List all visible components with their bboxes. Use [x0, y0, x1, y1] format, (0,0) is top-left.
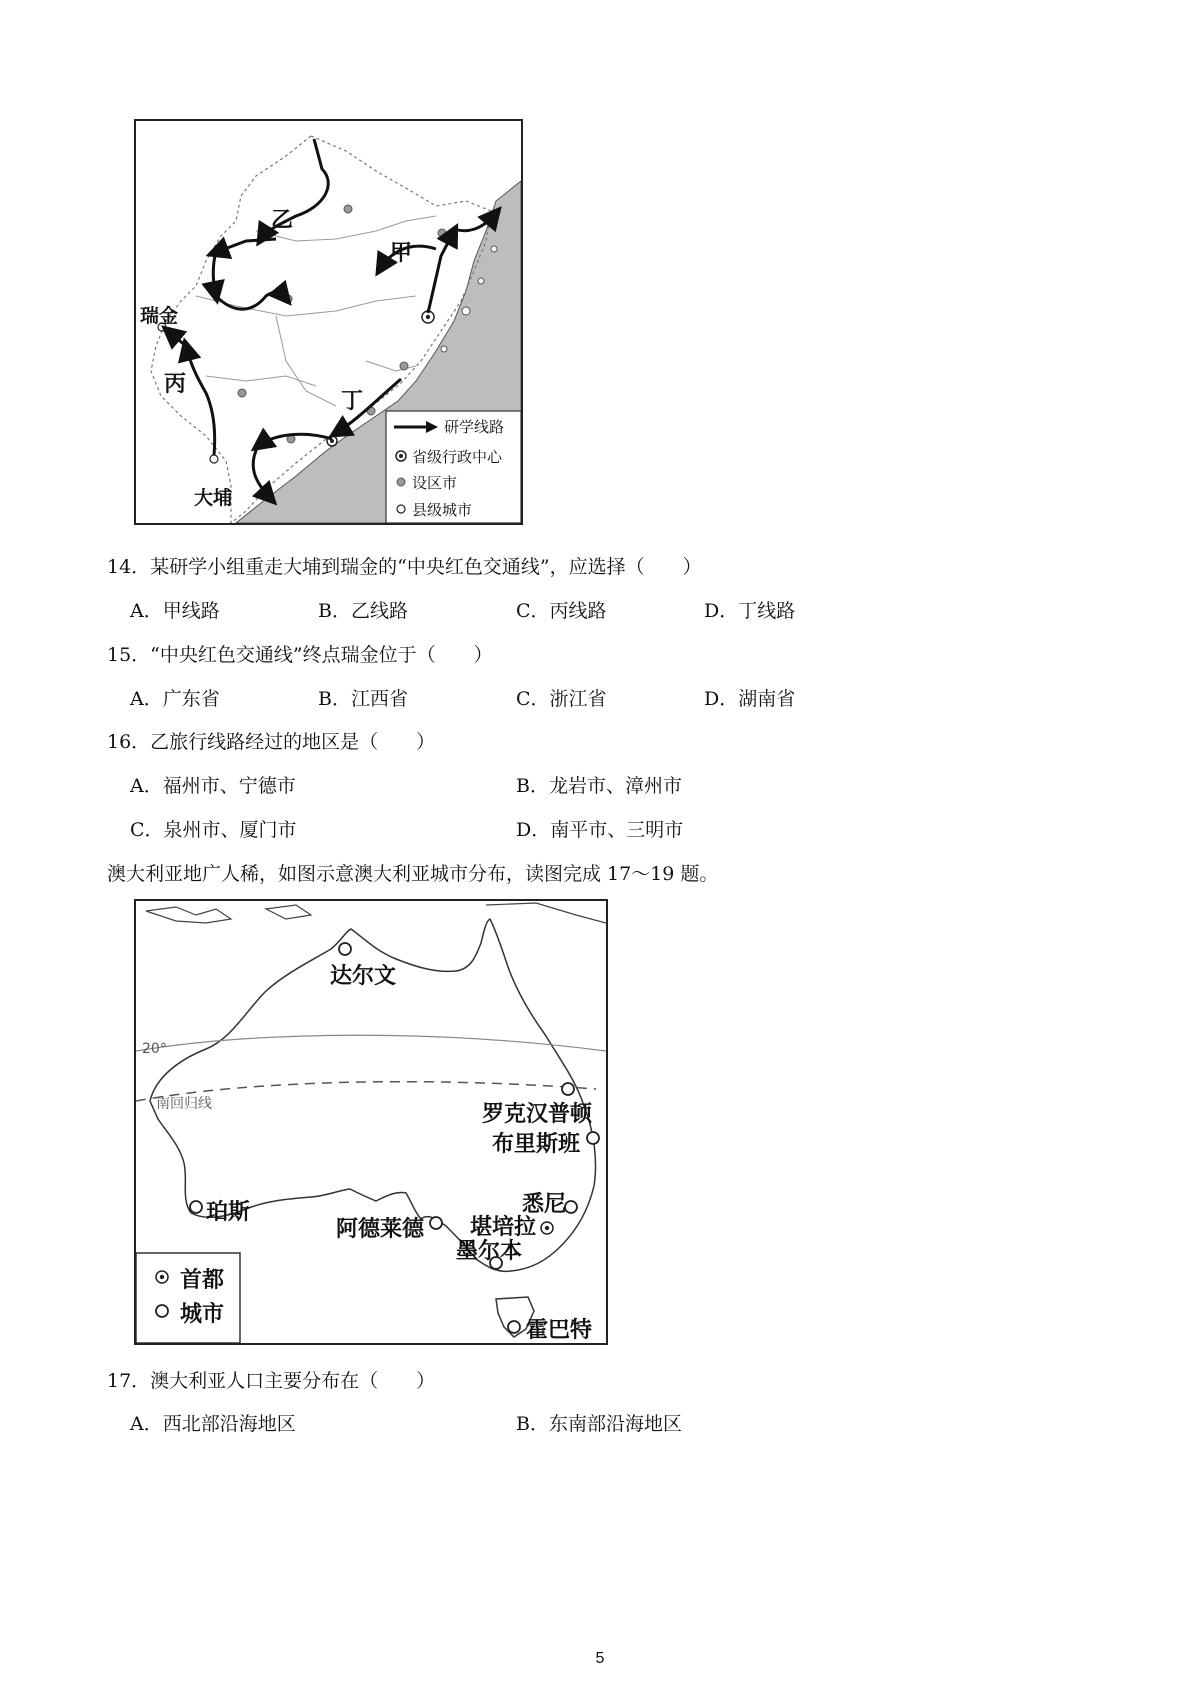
legend-capital: 首都: [180, 1268, 225, 1293]
legend-prefecture-city: 设区市: [412, 474, 458, 492]
question-14-option-b: B．乙线路: [318, 600, 408, 622]
page-number: 5: [595, 1650, 605, 1667]
city-label-hobart: 霍巴特: [526, 1318, 593, 1343]
australia-city-map: [134, 899, 608, 1345]
city-label-darwin: 达尔文: [330, 964, 397, 989]
question-14-option-d: D．丁线路: [704, 600, 796, 622]
question-14-option-c: C．丙线路: [516, 600, 607, 622]
city-label-sydney: 悉尼: [522, 1192, 567, 1217]
city-label-brisbane: 布里斯班: [492, 1132, 581, 1157]
legend-provincial-center: 省级行政中心: [412, 448, 503, 466]
city-label-dabu: 大埔: [194, 487, 233, 509]
legend-route: 研学线路: [444, 418, 505, 436]
city-label-perth: 珀斯: [206, 1200, 251, 1225]
route-label-yi: 乙: [271, 208, 294, 233]
city-label-rockhampton: 罗克汉普顿: [482, 1102, 593, 1127]
question-16-stem: 16．乙旅行线路经过的地区是（ ）: [107, 731, 436, 753]
question-15-option-a: A．广东省: [130, 688, 220, 710]
tropic-of-capricorn-label: 南回归线: [156, 1096, 212, 1112]
city-label-canberra: 堪培拉: [470, 1215, 537, 1240]
question-15-option-c: C．浙江省: [516, 688, 607, 710]
question-16-option-c: C．泉州市、厦门市: [130, 819, 297, 841]
city-label-adelaide: 阿德莱德: [336, 1217, 425, 1242]
question-15-option-b: B．江西省: [318, 688, 408, 710]
question-15-option-d: D．湖南省: [704, 688, 796, 710]
intro-text: 澳大利亚地广人稀，如图示意澳大利亚城市分布，读图完成 17～19 题。: [107, 863, 719, 885]
question-14-stem: 14．某研学小组重走大埔到瑞金的“中央红色交通线”，应选择（ ）: [107, 556, 702, 578]
question-17-option-b: B．东南部沿海地区: [516, 1413, 682, 1435]
question-16-option-a: A．福州市、宁德市: [130, 775, 296, 797]
route-label-ding: 丁: [341, 389, 364, 414]
question-14-option-a: A．甲线路: [130, 600, 220, 622]
route-label-jia: 甲: [390, 241, 413, 266]
question-15-stem: 15．“中央红色交通线”终点瑞金位于（ ）: [107, 644, 493, 666]
legend-county-city: 县级城市: [412, 501, 473, 519]
fujian-route-map: [134, 119, 523, 525]
city-label-melbourne: 墨尔本: [456, 1239, 523, 1264]
legend-city: 城市: [180, 1302, 225, 1327]
latitude-20-label: 20°: [142, 1041, 167, 1057]
question-17-option-a: A．西北部沿海地区: [130, 1413, 296, 1435]
question-17-stem: 17．澳大利亚人口主要分布在（ ）: [107, 1370, 436, 1392]
route-label-bing: 丙: [164, 372, 187, 397]
question-16-option-d: D．南平市、三明市: [516, 819, 684, 841]
question-16-option-b: B．龙岩市、漳州市: [516, 775, 682, 797]
city-label-ruijin: 瑞金: [140, 305, 179, 327]
